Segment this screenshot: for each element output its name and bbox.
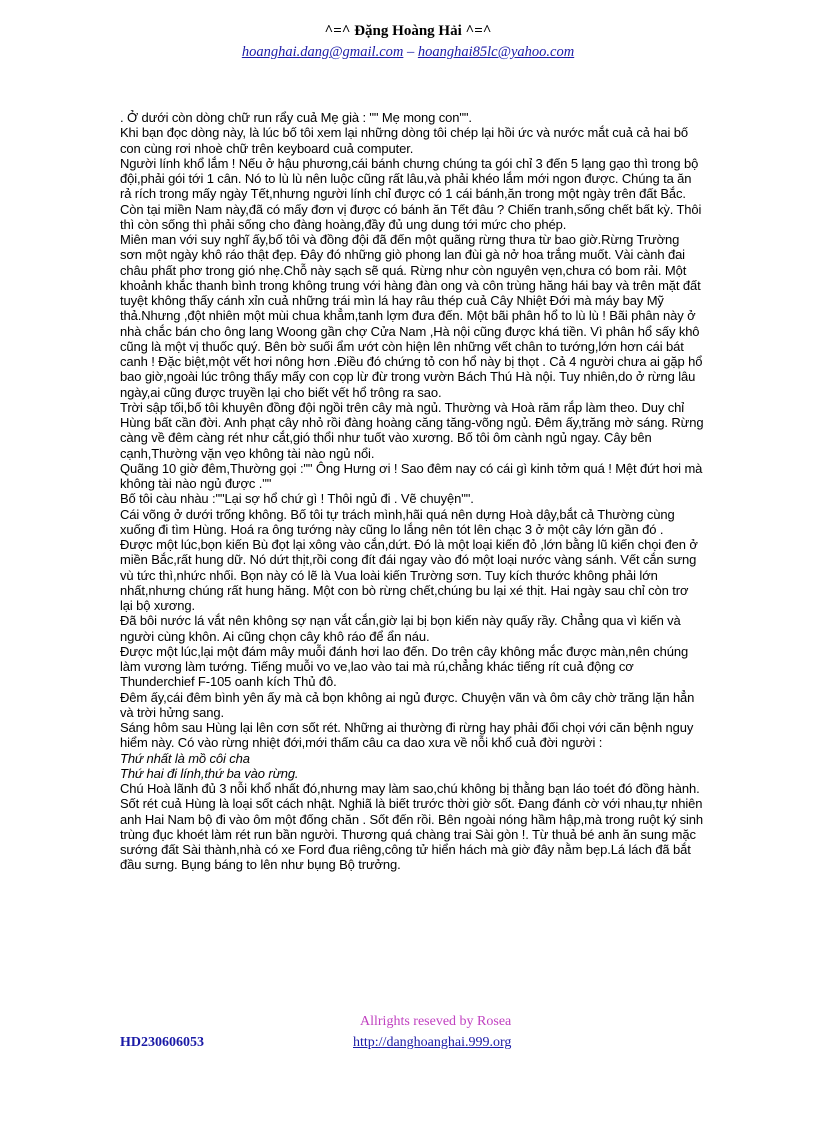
poem-line: Thứ nhất là mồ côi cha — [120, 750, 250, 766]
email-line — [0, 43, 816, 61]
paragraph: . Ở dưới còn dòng chữ run rẩy cuả Mẹ già : "" Mẹ mong con"". — [120, 110, 472, 125]
paragraph: Sáng hôm sau Hùng lại lên cơn sốt rét. Những ai thường đi rừng hay phải đối chọi với căn bệnh nguy hiểm này. Có vào rừng nhiệt đới,mới thấm câu ca dao xưa về nỗi khổ cuả đời người : — [120, 720, 694, 751]
paragraph: Chú Hoà lãnh đủ 3 nỗi khổ nhất đó,nhưng may làm sao,chú không bị thằng bạn láo toét đó đồng hành. — [120, 781, 700, 796]
copyright-notice: Allrights reseved by Rosea — [360, 1014, 512, 1029]
paragraph: Đã bôi nước lá vắt nên không sợ nạn vắt cắn,giờ lại bị bọn kiến này quấy rầy. Chẳng qua vì kiến và người cùng khôn. Ai cũng chọn cây khô ráo để ẩn náu. — [120, 613, 681, 644]
document-code: HD230606053 — [120, 1035, 204, 1050]
author-title: ^=^ Đặng Hoàng Hải ^=^ — [324, 23, 492, 39]
paragraph: Người lính khổ lắm ! Nếu ở hậu phương,cái bánh chưng chúng ta gói chỉ 3 đến 5 lạng gạo thì trong bộ đội,phải gói tới 1 cân. Nó to lù lù nên luộc cũng rất lâu,và phải khéo lắm mới ngon được. Chúng ta ăn rả rích trong mấy ngày Tết,nhưng người lính chỉ được có 1 cái bánh,ăn trong một ngày trên đất Bắc. Còn tại miền Nam này,đã có mấy đơn vị được có bánh ăn Tết đâu ? Chiến tranh,sống chết bất kỳ. Thôi thì còn sống thì phải sống cho đàng hoàng,đầy đủ ung dung tới mức cho phép. — [120, 155, 702, 232]
document-body — [120, 110, 704, 873]
paragraph: Trời sập tối,bố tôi khuyên đồng đội ngồi trên cây mà ngủ. Thường và Hoà răm rắp làm theo. Duy chỉ Hùng bất cần đời. Anh phạt cây nhỏ rồi đàng hoàng căng tăng-võng ngủ. Đêm ấy,trăng mờ sáng. Rừng càng về đêm càng rét như cắt,gió thổi như tuốt vào xương. Bố tôi ôm cành ngủ ngay. Cây bên cạnh,Thường vặn vẹo không tài nào ngủ nổi. — [120, 399, 704, 461]
email-link-yahoo[interactable]: hoanghai85lc@yahoo.com — [417, 44, 575, 60]
paragraph: Được một lúc,bọn kiến Bù đọt lại xông vào cắn,dứt. Đó là một loại kiến đỏ ,lớn bằng lũ kiến chọi đen ở miền Bắc,rất hung dữ. Nó dứt thịt,rồi cong đít đái ngay vào đó một loại nước vàng sánh. Vết cắn sưng vù tức thì,nhức nhối. Bọn này có lẽ là Vua loài kiến Trường sơn. Tuy kích thước không phải lớn nhất,nhưng chúng rất hung hăng. Một con bò rừng chết,chúng bu lại xé thịt. Hai ngày sau chỉ còn trơ lại bộ xương. — [120, 537, 698, 613]
paragraph: Cái võng ở dưới trống không. Bố tôi tự trách mình,hãi quá nên dựng Hoà dậy,bắt cả Thường cùng xuống đi tìm Hùng. Hoá ra ông tướng này cũng lo lắng nên tót lên chạc 3 ở một cây lớn gần đó . — [120, 506, 675, 537]
paragraph: Đêm ấy,cái đêm bình yên ấy mà cả bọn không ai ngủ được. Chuyện vãn và ôm cây chờ trăng lặn hẳn và trời hửng sang. — [120, 689, 695, 720]
paragraph: Bố tôi càu nhàu :""Lại sợ hổ chứ gì ! Thôi ngủ đi . Vẽ chuyện"". — [120, 491, 474, 507]
paragraph: Khi bạn đọc dòng này, là lúc bố tôi xem lại những dòng tôi chép lại hồi ức và nước mắt cuả cả hai bố con cùng rơi nhoè chữ trên keyboard cuả computer. — [120, 125, 689, 156]
email-separator: – — [403, 44, 418, 60]
paragraph: Sốt rét cuả Hùng là loại sốt cách nhật. Nghiã là biết trước thời giờ sốt. Đang đánh cờ với nhau,tự nhiên anh Hai Nam bộ đi vào ôm một đống chăn . Sốt đến rồi. Bên ngoài nóng hầm hập,mà trong ruột ký sinh trùng đục khoét làm rét run bần người. Thương quá chàng trai Sài gòn !. Từ thuả bé anh ăn sung mặc sướng đất Sài thành,nhà có xe Ford đua riêng,công tử hiển hách mà giờ đây nằm bẹp.Lá lách đã bắt đầu sưng. Bụng báng to lên như bụng Bộ trưởng. — [120, 796, 703, 873]
website-link[interactable]: http://danghoanghai.999.org — [353, 1035, 512, 1050]
paragraph: Quãng 10 giờ đêm,Thường gọi :"" Ông Hưng ơi ! Sao đêm nay có cái gì kinh tởm quá ! Mệt đứt hơi mà không tài nào ngủ được ."" — [120, 460, 703, 491]
email-link-gmail[interactable]: hoanghai.dang@gmail.com — [241, 44, 404, 60]
page-header — [0, 22, 816, 61]
paragraph: Miên man với suy nghĩ ấy,bố tôi và đồng đội đã đến một quãng rừng thưa từ bao giờ.Rừng Trường sơn một ngày khô ráo thật đẹp. Đây đó những giò phong lan đùi gà nở hoa trắng muốt. Vài cành đai châu phất phơ trong gió nhẹ.Chỗ này sạch sẽ quá. Rừng như còn nguyên vẹn,chưa có bom rải. Một khoảnh khắc thanh bình trong không trung với hàng đàn ong và côn trùng hăng hái bay và trên mặt đất tuyệt không thấy cánh xỉn cuả những trái mìn lá hay râu thép cuả Cây Nhiệt Đới mà máy bay Mỹ thả.Nhưng ,đột nhiên một mùi chua khẳm,tanh lợm đưa đến. Một bãi phân hổ to lù lù ! Bãi phân này ở nhà chắc bán cho ông lang Woong gần chợ Cửa Nam ,Hà nội cũng được khá tiền. Vì phân hổ sấy khô cũng là một vị thuốc quý. Bên bờ suối ẩm ướt còn hiện lên những vết chân to tướng,lớn hơn cái bát canh ! Đặc biệt,một vết hơi nông hơn .Điều đó chứng tỏ con hổ này bị thọt . Cả 4 người chưa ai gặp hổ bao giờ,ngoài lúc trông thấy mấy con cọp lừ đừ trong vườn Bách Thú Hà nội. Tuy nhiên,do ở rừng lâu ngày,ai cũng được truyền lại cho biết vết hổ trông ra sao. — [120, 232, 703, 400]
poem-line: Thứ hai đi lính,thứ ba vào rừng. — [120, 765, 299, 781]
paragraph: Được một lúc,lại một đám mây muỗi đánh hơi lao đến. Do trên cây không mắc được màn,nên chúng làm vương làm tướng. Tiếng muỗi vo ve,lao vào tai mà rú,chẳng khác tiếng rít cuả động cơ Thunderchief F-105 oanh kích Thủ đô. — [120, 643, 689, 690]
